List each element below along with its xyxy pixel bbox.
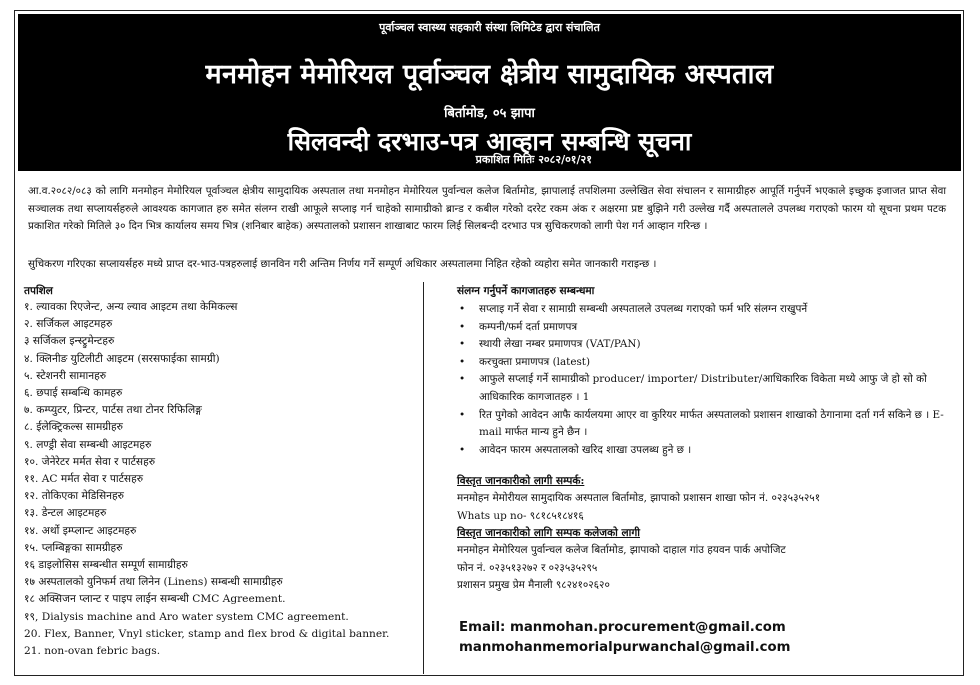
list-item: १२. तोकिएका मेडिसिनहरु xyxy=(24,490,125,503)
hospital-whatsapp: Whats up no- ९८१८५१८४१६ xyxy=(457,509,584,522)
list-item: • कम्पनी/फर्म दर्ता प्रमाणपत्र xyxy=(457,319,957,337)
published-date: प्रकाशित मितिः २०८२/०१/२१ xyxy=(475,153,592,166)
list-item: १३. डेन्टल आइटमहरु xyxy=(24,507,107,520)
list-item: १७ अस्पतालको युनिफर्म तथा लिनेन (Linens) सम्बन्धी सामाग्रीहरु xyxy=(24,576,283,589)
list-item: १४. अर्थो इम्प्लान्ट आइटमहरु xyxy=(24,524,137,537)
list-item: ६. छपाई सम्बन्धि कामहरु xyxy=(24,387,123,400)
list-item: ११. AC मर्मत सेवा र पार्टसहरु xyxy=(24,473,144,486)
notice-title: सिलवन्दी दरभाउ-पत्र आव्हान सम्बन्धि सूचना xyxy=(287,127,692,156)
list-item: १. ल्यावका रिएजेन्ट, अन्य ल्याव आइटम तथा केमिकल्स xyxy=(24,301,238,313)
column-divider xyxy=(423,282,424,674)
list-item: 21. non-ovan febric bags. xyxy=(24,645,161,658)
college-address: मनमोहन मेमोरियल पुर्वान्चल कलेज बिर्तामोड, झापाको दाहाल गांउ हयवन पार्क अपोजिट xyxy=(457,544,786,557)
operator-line: पूर्वाञ्चल स्वास्थ्य सहकारी संस्था लिमिटेड द्वारा संचालित xyxy=(379,21,600,34)
documents-list xyxy=(457,301,957,459)
hospital-address: बिर्तामोड, ०५ झापा xyxy=(444,106,535,121)
procurement-email[interactable]: Email: manmohan.procurement@gmail.com xyxy=(459,620,786,635)
list-item: १५. प्लम्बिङ्गका सामग्रीहरु xyxy=(24,541,123,554)
schedule-list xyxy=(24,299,419,660)
list-item: १८ अक्सिजन प्लान्ट र पाइप लाईन सम्बन्धी CMC Agreement. xyxy=(24,593,286,606)
list-item: • करचुक्ता प्रमाणपत्र (latest) xyxy=(457,354,957,372)
intro-paragraph: आ.व.२०८२/०८३ को लागि मनमोहन मेमोरियल पूर्वाञ्चल क्षेत्रीय सामुदायिक अस्पताल तथा मनमोहन मेमोरियल पुर्वान्चल कलेज बिर्तामोड, झापालाई तपशिलमा उल्लेखित सेवा संचालन र सामाग्रीहरु आपूर्ति गर्नुपर्ने भएकाले इच्छुक इजाजत प्राप्त सेवा सञ्चालक तथा सप्लायर्सहरुले आवश्यक कागजात हरु समेत संलग्न राखी आफूले सप्लाइ गर्न चाहेको सामाग्रीको ब्रान्ड र कबील गरेको दररेट रकम अंक र अक्षरमा प्रष्ट बुझिने गरी उल्लेख गर्दै अस्पतालले उपलब्ध गराएको फारम यो सूचना प्रथम पटक प्रकाशित गरेको मितिले ३० दिन भित्र कार्यालय समय भित्र (शनिबार बाहेक) अस्पतालको प्रशासन शाखाबाट फारम लिई सिलबन्दी दरभाउ पत्र सुचिकरणको लागी पेश गर्न आव्हान गरिन्छ । xyxy=(28,185,946,233)
list-item: • आवेदन फारम अस्पतालको खरिद शाखा उपलब्ध हुने छ । xyxy=(457,442,957,460)
college-email[interactable]: manmohanmemorialpurwanchal@gmail.com xyxy=(459,640,791,655)
list-item: • रित पुगेको आवेदन आफै कार्यलयमा आएर वा कुरियर मार्फत अस्पतालको प्रशासन शाखाको ठेगानामा दर्ता गर्न सकिने छ । E-mail मार्फत मान्य हुने छैन । xyxy=(457,407,957,442)
item-schedule xyxy=(24,284,419,660)
documents-section xyxy=(457,284,957,594)
list-item: १९, Dialysis machine and Aro water system CMC agreement. xyxy=(24,610,349,623)
admin-chief: प्रशासन प्रमुख प्रेम मैनाली ९८२४१०२६२० xyxy=(457,578,610,591)
list-item: ७. कम्प्युटर, प्रिन्टर, पार्टस तथा टोनर रिफिलिङ्ग xyxy=(24,404,202,417)
list-item: १०. जेनेरेटर मर्मत सेवा र पार्टसहरु xyxy=(24,455,156,468)
list-item: • स्थायी लेखा नम्बर प्रमाणपत्र (VAT/PAN) xyxy=(457,336,957,354)
list-item: ९. लण्ड्री सेवा सम्बन्धी आइटमहरु xyxy=(24,438,152,451)
email-block xyxy=(459,618,791,658)
college-phone: फोन नं. ०२३५१३२७२ र ०२३५३५२९५ xyxy=(457,561,598,574)
list-item: 20. Flex, Banner, Vnyl sticker, stamp and flex brod & digital banner. xyxy=(24,627,390,640)
documents-heading: संलग्न गर्नुपर्ने कागजातहरु सम्बन्धमा xyxy=(457,285,595,297)
list-item: २. सर्जिकल आइटमहरु xyxy=(24,318,113,331)
list-item: १६ डाइलोसिस सम्बन्धीत सम्पूर्ण सामाग्रीहरु xyxy=(24,559,188,572)
notice-header xyxy=(18,14,961,171)
list-item: ३ सर्जिकल इन्स्ट्रुमेन्टहरु xyxy=(24,335,115,348)
authority-note: सुचिकरण गरिएका सप्लायर्सहरु मध्ये प्राप्त दर-भाउ-पत्रहरुलाई छानविन गरी अन्तिम निर्णय गर्ने सम्पूर्ण अधिकार अस्पतालमा निहित रहेको व्यहोरा समेत जानकारी गराइन्छ । xyxy=(28,258,657,270)
list-item: • आफुले सप्लाई गर्ने सामाग्रीको producer/ importer/ Distributer/आधिकारिक विकेता मध्ये आफु जे हो सो को आधिकारिक कागजातहरु । 1 xyxy=(457,371,957,406)
list-item: ५. स्टेशनरी सामानहरु xyxy=(24,369,107,382)
schedule-heading: तपशिल xyxy=(24,285,53,297)
list-item: ४. क्लिनीङ युटिलीटी आइटम (सरसफाईका सामग्री) xyxy=(24,352,220,365)
hospital-contact-heading: विस्तृत जानकारीको लागी सम्पर्क: xyxy=(457,475,585,488)
hospital-name: मनमोहन मेमोरियल पूर्वाञ्चल क्षेत्रीय सामुदायिक अस्पताल xyxy=(205,59,774,90)
hospital-contact-phone: मनमोहन मेमोरीयल सामुदायिक अस्पताल बिर्तामोड, झापाको प्रशासन शाखा फोन नं. ०२३५३५२५१ xyxy=(457,492,821,505)
list-item: • सप्लाइ गर्ने सेवा र सामाग्री सम्बन्धी अस्पतालले उपलब्ध गराएको फर्म भरि संलग्न राखुपर्ने xyxy=(457,301,957,319)
college-contact-heading: विस्तृत जानकारीको लागि सम्पक कलेजको लागी xyxy=(457,527,640,540)
list-item: ८. ईलेक्ट्रिकल्स सामग्रीहरु xyxy=(24,421,123,434)
